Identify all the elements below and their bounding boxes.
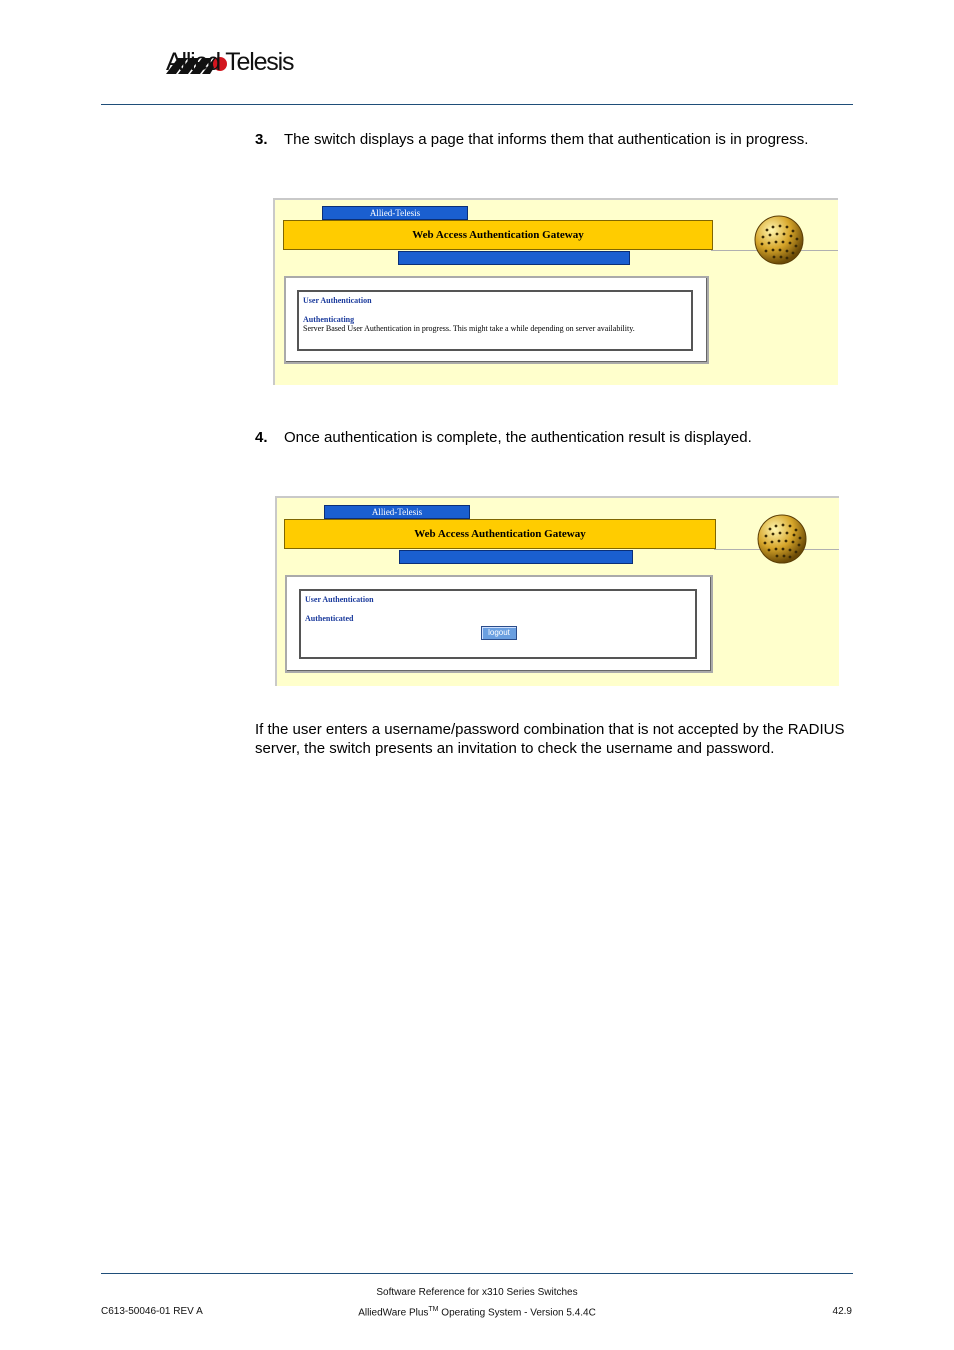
footer-doc-title: Software Reference for x310 Series Switches	[376, 1287, 578, 1298]
footer-doc-id: C613-50046-01 REV A	[101, 1306, 203, 1317]
section-title: User Authentication	[305, 595, 374, 604]
globe-icon	[756, 513, 808, 565]
footer-rule	[101, 1273, 853, 1274]
footer-page-number: 42.9	[832, 1306, 852, 1317]
brand-tab: Allied-Telesis	[324, 505, 470, 519]
screenshot-authenticating	[273, 198, 838, 385]
step-text: Once authentication is complete, the authentication result is displayed.	[284, 429, 752, 446]
logout-button[interactable]: logout	[481, 626, 517, 640]
globe-icon	[753, 214, 805, 266]
section-title: User Authentication	[303, 296, 372, 305]
footer-os-version	[0, 1306, 954, 1318]
step-number: 3.	[255, 131, 268, 148]
status-label: Authenticated	[305, 614, 354, 623]
trademark-mark: TM	[428, 1306, 439, 1313]
status-message: Server Based User Authentication in progress. This might take a while depending on server availability.	[303, 324, 635, 333]
banner-subbar	[399, 550, 633, 564]
banner-subbar	[398, 251, 630, 265]
step-number: 4.	[255, 429, 268, 446]
gateway-banner: Web Access Authentication Gateway	[284, 519, 716, 549]
brand-tab: Allied-Telesis	[322, 206, 468, 220]
brand-name: Allied Telesis	[166, 48, 294, 76]
body-paragraph: If the user enters a username/password combination that is not accepted by the RADIUS server, the switch presents an invitation to check the username and password.	[255, 721, 845, 757]
step-text: The switch displays a page that informs them that authentication is in progress.	[284, 131, 809, 148]
header-rule	[101, 104, 853, 105]
os-name: AlliedWare Plus	[358, 1307, 429, 1319]
screenshot-authenticated	[275, 496, 839, 686]
gateway-banner: Web Access Authentication Gateway	[283, 220, 713, 250]
os-version-text: Operating System - Version 5.4.4C	[438, 1307, 596, 1319]
status-label: Authenticating	[303, 315, 355, 324]
